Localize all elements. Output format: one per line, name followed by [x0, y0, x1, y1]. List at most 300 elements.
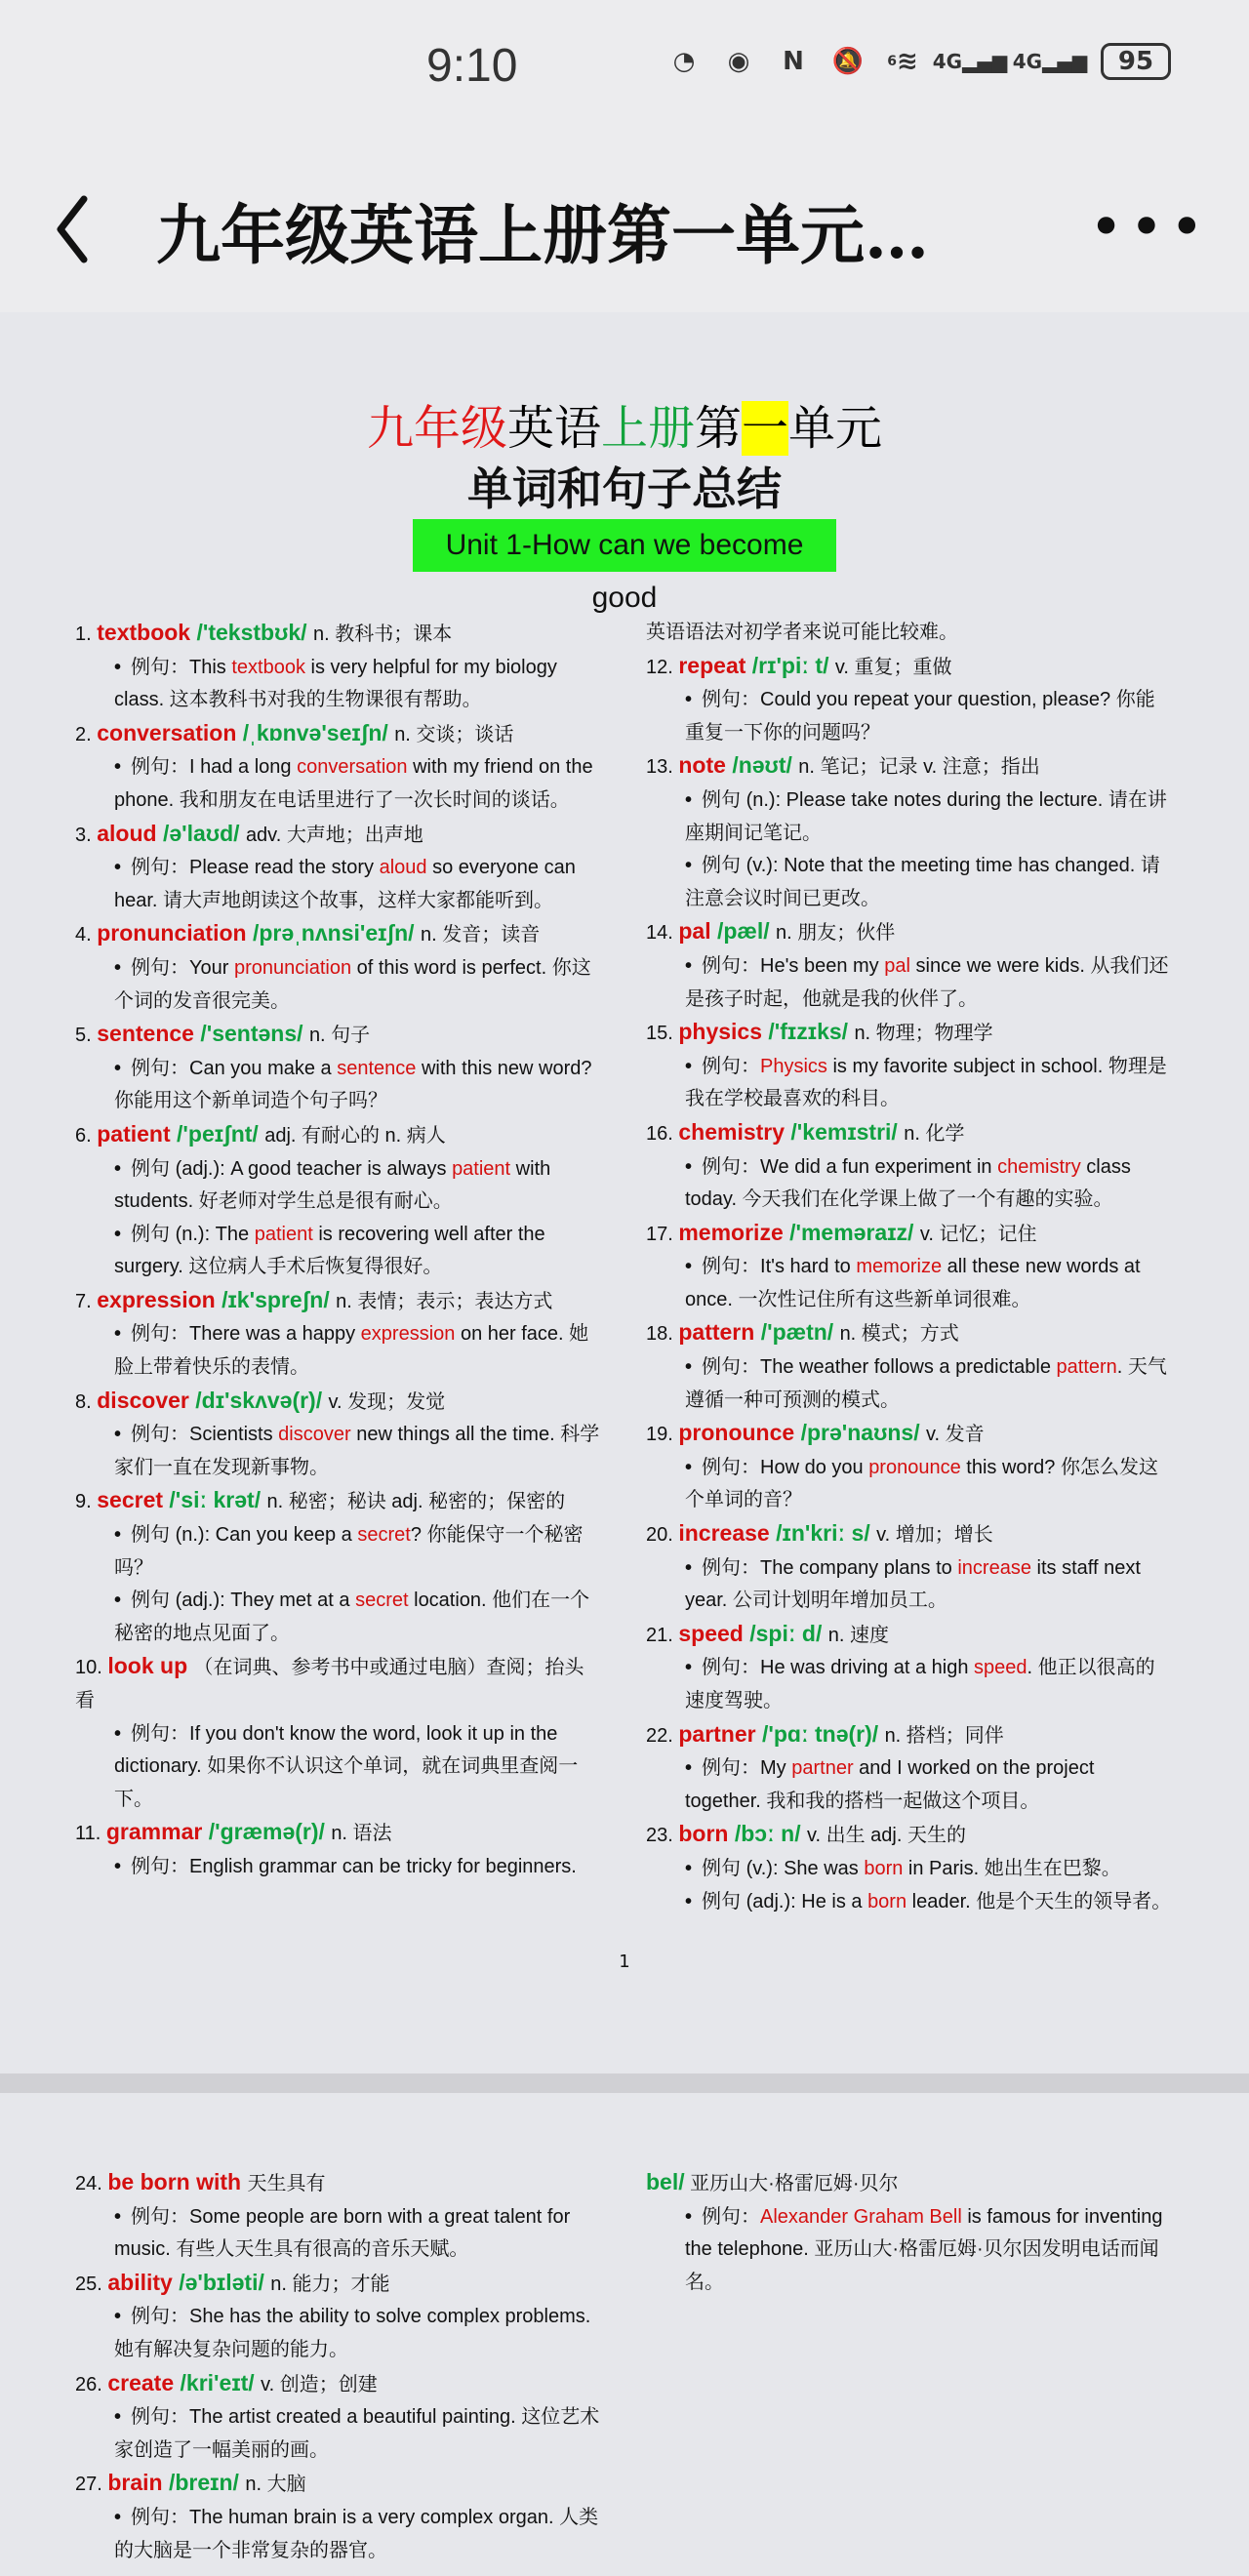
- example-text: with my friend on the phone. 我和朋友在电话里进行了一次长时间的谈话。: [114, 756, 593, 811]
- vocab-word: sentence: [97, 1021, 201, 1047]
- entry-number: 10.: [75, 1657, 108, 1679]
- entry-number: 14.: [646, 922, 679, 945]
- example-text: 例句：He's been my: [702, 954, 885, 977]
- example-text: 例句 (n.): Can you keep a: [131, 1524, 358, 1547]
- vocab-entry: [646, 650, 1173, 685]
- example-sentence: [75, 2301, 602, 2366]
- example-text: 英语语法对初学者来说可能比较难。: [646, 622, 958, 643]
- bullet: •: [114, 1157, 122, 1180]
- example-sentence: [75, 2502, 602, 2567]
- bullet: •: [114, 1855, 122, 1877]
- definition: n. 大脑: [245, 2474, 306, 2496]
- example-text: 例句：Could you repeat your question, please? 你能重复一下你的问题吗？: [685, 689, 1155, 744]
- example-keyword: born: [864, 1857, 904, 1879]
- bullet: •: [114, 956, 122, 979]
- phonetic: /'pɑː tnə(r)/: [762, 1720, 885, 1747]
- example-sentence: [75, 2201, 602, 2267]
- vocab-entry: [646, 1618, 1173, 1653]
- example-sentence: [646, 1886, 1173, 1919]
- bullet: •: [685, 1757, 693, 1780]
- example-text: 例句：My: [702, 1757, 792, 1780]
- example-text: 例句 (v.): Note that the meeting time has changed. 请注意会议时间已更改。: [685, 855, 1160, 909]
- definition: n. 秘密；秘诀 adj. 秘密的；保密的: [266, 1491, 566, 1513]
- example-keyword: patient: [452, 1157, 511, 1180]
- example-keyword: conversation: [297, 756, 408, 779]
- example-text: 例句：He was driving at a high: [702, 1657, 975, 1679]
- bullet: •: [685, 788, 693, 811]
- example-text: ? 你能保守一个秘密吗？: [114, 1524, 584, 1579]
- definition: adv. 大声地；出声地: [245, 824, 423, 846]
- phonetic: /'meməraɪz/: [789, 1219, 920, 1245]
- vocab-entry: [75, 1484, 602, 1519]
- example-text: 例句：The human brain is a very complex organ. 人类的大脑是一个非常复杂的器官。: [114, 2506, 599, 2561]
- example-keyword: expression: [360, 1323, 456, 1346]
- phonetic: /ɪn'kriː s/: [776, 1520, 877, 1547]
- bullet: •: [114, 857, 122, 879]
- vocab-word: chemistry: [678, 1118, 791, 1145]
- vocab-entry: [646, 1316, 1173, 1351]
- vocab-entry: [75, 2367, 602, 2402]
- vocab-entry: [75, 917, 602, 952]
- definition: v. 重复；重做: [834, 656, 952, 678]
- vocab-word: discover: [97, 1387, 196, 1413]
- example-sentence: [646, 850, 1173, 915]
- example-text: 例句：It's hard to: [702, 1256, 857, 1278]
- example-text: is my favorite subject in school. 物理是我在学校最喜欢的科目。: [685, 1055, 1167, 1110]
- vocab-entry: [75, 1118, 602, 1153]
- example-keyword: chemistry: [997, 1155, 1081, 1178]
- vocab-word: pronunciation: [97, 920, 253, 946]
- example-keyword: pronunciation: [233, 956, 352, 979]
- definition: v. 发现；发觉: [328, 1390, 446, 1413]
- speed-gauge-icon: ◔: [672, 47, 696, 76]
- example-sentence: [75, 1153, 602, 1219]
- vocab-entry: [75, 2166, 602, 2201]
- vocab-word: partner: [678, 1720, 762, 1747]
- bullet: •: [685, 1890, 693, 1912]
- vocab-word: pattern: [678, 1319, 761, 1346]
- example-sentence: [75, 2401, 602, 2467]
- example-keyword: pronounce: [868, 1456, 961, 1478]
- example-sentence: [75, 1519, 602, 1585]
- status-icons: [667, 43, 1171, 80]
- example-text: . 天气遵循一种可预测的模式。: [685, 1356, 1167, 1411]
- example-keyword: secret: [357, 1524, 411, 1547]
- phonetic: /'peɪʃnt/: [177, 1120, 265, 1147]
- entry-number: 8.: [75, 1390, 98, 1413]
- example-text: 例句 (adj.): They met at a: [131, 1590, 356, 1612]
- phonetic: /prəˌnʌnsi'eɪʃn/: [252, 920, 421, 946]
- entry-number: 11.: [75, 1823, 106, 1845]
- unit-banner: Unit 1-How can we become good: [413, 519, 836, 572]
- example-text: 例句：Your: [131, 956, 234, 979]
- back-arrow-icon[interactable]: [49, 185, 98, 273]
- vocab-word: memorize: [678, 1219, 790, 1245]
- example-text: this word? 你怎么发这个单词的音？: [685, 1456, 1158, 1511]
- doc-title: 九年级英语上册第一单元: [366, 401, 883, 456]
- entry-number: 9.: [75, 1491, 98, 1513]
- continued-text: [646, 2166, 1173, 2201]
- phonetic: /spiː d/: [749, 1620, 828, 1646]
- vocab-word: ability: [107, 2269, 180, 2295]
- example-text: 例句：Scientists: [131, 1424, 279, 1446]
- example-sentence: [75, 751, 602, 817]
- vocab-entry: [75, 1284, 602, 1319]
- example-sentence: [75, 1419, 602, 1484]
- phonetic: /'sentəns/: [200, 1021, 309, 1047]
- entry-number: 19.: [646, 1424, 679, 1446]
- example-text: 例句 (n.): Please take notes during the lecture. 请在讲座期间记笔记。: [685, 788, 1167, 844]
- phonetic: bel/: [646, 2169, 685, 2194]
- bullet: •: [685, 1055, 693, 1077]
- signal-icon: 4G ▂▄▆: [932, 50, 1008, 73]
- doc-subtitle: 单词和句子总结: [467, 463, 782, 515]
- example-sentence: [646, 1552, 1173, 1618]
- entry-number: 22.: [646, 1724, 679, 1747]
- example-sentence: [75, 1585, 602, 1650]
- example-sentence: [646, 1251, 1173, 1316]
- example-text: since we were kids. 从我们还是孩子时起，他就是我的伙伴了。: [685, 954, 1169, 1010]
- vocab-word: be born with: [107, 2169, 248, 2194]
- definition: n. 朋友；伙伴: [776, 922, 896, 945]
- example-keyword: speed: [974, 1657, 1027, 1679]
- example-keyword: secret: [355, 1590, 409, 1612]
- definition: n. 化学: [904, 1122, 965, 1145]
- vocab-entry: [646, 1217, 1173, 1252]
- vocab-entry: [75, 1385, 602, 1420]
- definition: v. 创造；创建: [261, 2373, 378, 2395]
- example-sentence: [75, 652, 602, 717]
- phonetic: /ɪk'spreʃn/: [222, 1286, 337, 1312]
- example-text: 例句：Some people are born with a great talent for music. 有些人天生具有很高的音乐天赋。: [114, 2205, 571, 2261]
- vocab-word: grammar: [105, 1819, 209, 1845]
- example-text: location. 他们在一个秘密的地点见面了。: [114, 1590, 590, 1644]
- example-text: in Paris. 她出生在巴黎。: [903, 1857, 1121, 1879]
- vocab-entry: [75, 1816, 602, 1851]
- example-text: 例句：How do you: [702, 1456, 869, 1478]
- definition: v. 出生 adj. 天生的: [806, 1825, 966, 1847]
- example-sentence: [646, 684, 1173, 749]
- vocab-word: speed: [678, 1620, 750, 1646]
- bullet: •: [114, 1223, 122, 1245]
- eye-icon: ◉: [727, 47, 750, 76]
- definition: n. 搭档；同伴: [884, 1724, 1004, 1747]
- entry-number: 27.: [75, 2474, 108, 2496]
- entry-number: 17.: [646, 1223, 679, 1245]
- example-text: 亚历山大·格雷厄姆·贝尔: [684, 2173, 899, 2194]
- example-sentence: [75, 1851, 602, 1884]
- example-keyword: discover: [278, 1424, 351, 1446]
- phonetic: /'fɪzɪks/: [768, 1019, 855, 1045]
- vocab-word: conversation: [97, 719, 243, 745]
- left-column: [75, 617, 602, 1884]
- definition: n. 交谈；谈话: [394, 723, 514, 745]
- example-keyword: memorize: [856, 1256, 943, 1278]
- definition: （在词典、参考书中或通过电脑）查阅；抬头看: [75, 1657, 584, 1711]
- bullet: •: [685, 855, 693, 877]
- definition: n. 速度: [827, 1624, 889, 1646]
- signal-icon: 4G ▂▄▆: [1012, 50, 1088, 73]
- example-text: 例句：Please read the story: [131, 857, 380, 879]
- entry-number: 3.: [75, 824, 98, 846]
- document-page-2: [0, 2093, 1249, 2576]
- example-text: so everyone can hear. 请大声地朗读这个故事，这样大家都能听到。: [114, 857, 576, 911]
- example-text: 例句：The artist created a beautiful painting. 这位艺术家创造了一幅美丽的画。: [114, 2406, 600, 2461]
- example-sentence: [646, 785, 1173, 850]
- example-text: 例句：There was a happy: [131, 1323, 361, 1346]
- example-keyword: sentence: [337, 1057, 417, 1079]
- example-text: 例句：Can you make a: [131, 1057, 338, 1079]
- definition: n. 表情；表示；表达方式: [336, 1290, 553, 1312]
- bullet: •: [685, 1657, 693, 1679]
- phonetic: /bɔː n/: [734, 1821, 807, 1847]
- example-sentence: [646, 1051, 1173, 1116]
- entry-number: 23.: [646, 1825, 679, 1847]
- phonetic: /prə'naʊns/: [800, 1420, 926, 1446]
- phonetic: /ˌkɒnvə'seɪʃn/: [242, 719, 395, 745]
- entry-number: 12.: [646, 656, 679, 678]
- bullet: •: [114, 656, 122, 678]
- vocab-entry: [646, 915, 1173, 950]
- vocab-word: expression: [97, 1286, 222, 1312]
- example-text: is recovering well after the surgery. 这位病人手术后恢复得很好。: [114, 1223, 545, 1278]
- example-text: 例句 (v.): She was: [702, 1857, 865, 1879]
- example-text: 例句：I had a long: [131, 756, 298, 779]
- example-keyword: pal: [884, 954, 910, 977]
- definition: n. 句子: [308, 1025, 371, 1047]
- phonetic: /kri'eɪt/: [180, 2369, 262, 2395]
- example-keyword: increase: [957, 1556, 1031, 1579]
- definition: v. 发音: [926, 1424, 985, 1446]
- bullet: •: [114, 1590, 122, 1612]
- page-number: 1: [619, 1952, 630, 1972]
- example-text: 例句 (adj.): A good teacher is always: [131, 1157, 453, 1180]
- example-text: 例句：: [702, 1055, 761, 1077]
- entry-number: 2.: [75, 723, 98, 745]
- example-text: 例句：This: [131, 656, 232, 678]
- bullet: •: [114, 1323, 122, 1346]
- vocab-word: physics: [678, 1019, 769, 1045]
- example-text: all these new words at once. 一次性记住所有这些新单词很难。: [685, 1256, 1141, 1310]
- bullet: •: [685, 1556, 693, 1579]
- vocab-entry: [75, 617, 602, 652]
- entry-number: 24.: [75, 2173, 108, 2194]
- bullet: •: [685, 1356, 693, 1379]
- mute-bell-icon: 🔕: [831, 47, 865, 76]
- example-text: 例句：We did a fun experiment in: [702, 1155, 998, 1178]
- vocab-entry: [646, 1016, 1173, 1051]
- phonetic: /breɪn/: [168, 2470, 246, 2496]
- entry-number: 13.: [646, 756, 679, 779]
- entry-number: 15.: [646, 1023, 679, 1045]
- example-keyword: textbook: [231, 656, 305, 678]
- entry-number: 26.: [75, 2373, 108, 2395]
- example-text: with this new word? 你能用这个新单词造个句子吗？: [114, 1057, 592, 1112]
- example-keyword: pattern: [1056, 1356, 1117, 1379]
- example-keyword: partner: [791, 1757, 854, 1780]
- entry-number: 18.: [646, 1323, 679, 1346]
- definition: n. 发音；读音: [420, 924, 541, 946]
- example-keyword: patient: [254, 1223, 313, 1245]
- example-text: is very helpful for my biology class. 这本教科书对我的生物课很有帮助。: [114, 656, 557, 711]
- example-sentence: [75, 1718, 602, 1817]
- bullet: •: [114, 1424, 122, 1446]
- example-sentence: [646, 950, 1173, 1016]
- vocab-word: repeat: [678, 652, 752, 678]
- example-text: of this word is perfect. 你这个词的发音很完美。: [114, 956, 591, 1012]
- phonetic: /pæl/: [716, 918, 777, 945]
- nfc-icon: N: [783, 47, 804, 76]
- example-sentence: [646, 1752, 1173, 1818]
- vocab-word: secret: [97, 1487, 170, 1513]
- phonetic: /dɪ'skʌvə(r)/: [195, 1387, 329, 1413]
- example-text: 例句：If you don't know the word, look it up in the dictionary. 如果你不认识这个单词，就在词典里查阅一下。: [114, 1722, 579, 1810]
- phonetic: /ə'laʊd/: [162, 820, 246, 846]
- bullet: •: [685, 689, 693, 711]
- bullet: •: [685, 954, 693, 977]
- example-text: with students. 好老师对学生总是很有耐心。: [114, 1157, 551, 1213]
- vocab-word: aloud: [97, 820, 163, 846]
- bullet: •: [114, 2306, 122, 2328]
- example-text: 例句：The weather follows a predictable: [702, 1356, 1057, 1379]
- example-sentence: [646, 1452, 1173, 1517]
- example-text: 例句 (n.): The: [131, 1223, 255, 1245]
- vocab-word: pal: [678, 918, 717, 945]
- page-divider: [0, 2073, 1249, 2093]
- definition: n. 模式；方式: [839, 1323, 959, 1346]
- example-sentence: [75, 1219, 602, 1284]
- example-keyword: Alexander Graham Bell: [760, 2205, 962, 2228]
- definition: n. 教科书；课本: [312, 624, 453, 645]
- example-text: 例句：English grammar can be tricky for beginners.: [131, 1855, 577, 1877]
- example-text: 例句：: [702, 2205, 761, 2228]
- vocab-entry: [646, 1517, 1173, 1552]
- vocab-entry: [646, 1718, 1173, 1753]
- entry-number: 16.: [646, 1122, 679, 1145]
- vocab-word: brain: [107, 2470, 169, 2496]
- example-sentence: [646, 1351, 1173, 1417]
- bullet: •: [114, 2506, 122, 2528]
- example-keyword: born: [867, 1890, 907, 1912]
- phonetic: /'kemɪstri/: [790, 1118, 905, 1145]
- vocab-entry: [75, 1018, 602, 1053]
- phonetic: /nəʊt/: [732, 752, 799, 779]
- example-sentence: [75, 1318, 602, 1384]
- definition: n. 能力；才能: [270, 2273, 390, 2295]
- example-text: 例句 (adj.): He is a: [702, 1890, 868, 1912]
- bullet: •: [114, 756, 122, 779]
- example-sentence: [646, 1652, 1173, 1717]
- right-column: [646, 617, 1173, 1918]
- example-sentence: [75, 952, 602, 1018]
- app-bar: [0, 146, 1249, 312]
- example-sentence: [646, 1151, 1173, 1217]
- example-text: leader. 他是个天生的领导者。: [907, 1890, 1172, 1912]
- example-keyword: Physics: [760, 1055, 827, 1077]
- example-sentence: [75, 852, 602, 917]
- vocab-entry: [646, 1818, 1173, 1853]
- example-text: 例句：The company plans to: [702, 1556, 958, 1579]
- entry-number: 7.: [75, 1290, 98, 1312]
- entry-number: 20.: [646, 1524, 679, 1547]
- entry-number: 4.: [75, 924, 98, 946]
- entry-number: 21.: [646, 1624, 679, 1646]
- entry-number: 25.: [75, 2273, 108, 2295]
- bullet: •: [685, 2205, 693, 2228]
- status-bar: [0, 0, 1249, 146]
- vocab-entry: [646, 1116, 1173, 1151]
- vocab-word: increase: [678, 1520, 777, 1547]
- example-sentence: [75, 1053, 602, 1118]
- wifi-icon: 6 ≋: [887, 47, 918, 76]
- definition: n. 物理；物理学: [854, 1023, 993, 1045]
- example-sentence: [646, 2201, 1173, 2300]
- bullet: •: [685, 1857, 693, 1879]
- vocab-word: patient: [97, 1120, 178, 1147]
- left-column: [75, 2166, 602, 2567]
- document-page-1: [0, 312, 1249, 2073]
- example-keyword: aloud: [379, 857, 427, 879]
- vocab-word: create: [107, 2369, 181, 2395]
- more-options-icon[interactable]: •••: [1088, 193, 1210, 262]
- bullet: •: [114, 1722, 122, 1745]
- phonetic: /ə'bɪləti/: [179, 2269, 271, 2295]
- status-time: 9:10: [426, 40, 518, 92]
- vocab-entry: [75, 1650, 602, 1717]
- example-text: is famous for inventing the telephone. 亚历山大·格雷厄姆·贝尔因发明电话而闻名。: [685, 2205, 1163, 2293]
- bullet: •: [114, 2205, 122, 2228]
- definition: n. 语法: [331, 1823, 392, 1845]
- vocab-word: born: [678, 1821, 735, 1847]
- example-text: its staff next year. 公司计划明年增加员工。: [685, 1556, 1141, 1612]
- bullet: •: [685, 1456, 693, 1478]
- phonetic: /'siː krət/: [169, 1487, 267, 1513]
- vocab-word: pronounce: [678, 1420, 801, 1446]
- bullet: •: [685, 1256, 693, 1278]
- right-column: [646, 2166, 1173, 2299]
- bullet: •: [114, 2406, 122, 2429]
- definition: v. 记忆；记住: [919, 1223, 1037, 1245]
- phonetic: /'tekstbʊk/: [196, 620, 313, 645]
- definition: adj. 有耐心的 n. 病人: [264, 1124, 446, 1147]
- battery-icon: 95: [1101, 43, 1171, 80]
- vocab-word: look up: [107, 1653, 194, 1679]
- vocab-entry: [75, 818, 602, 853]
- entry-number: 1.: [75, 624, 98, 645]
- vocab-entry: [75, 717, 602, 752]
- vocab-entry: [75, 2267, 602, 2302]
- example-text: 例句：She has the ability to solve complex problems. 她有解决复杂问题的能力。: [114, 2306, 591, 2360]
- definition: v. 增加；增长: [876, 1524, 993, 1547]
- example-text: new things all the time. 科学家们一直在发现新事物。: [114, 1424, 600, 1478]
- vocab-entry: [646, 1417, 1173, 1452]
- entry-number: 6.: [75, 1124, 98, 1147]
- vocab-word: textbook: [97, 620, 197, 645]
- definition: 天生具有: [247, 2173, 326, 2194]
- page-title: 九年级英语上册第一单元…: [156, 197, 929, 273]
- phonetic: /'ɡræmə(r)/: [208, 1819, 332, 1845]
- entry-number: 5.: [75, 1025, 98, 1047]
- example-text: . 他正以很高的速度驾驶。: [685, 1657, 1155, 1711]
- example-text: on her face. 她脸上带着快乐的表情。: [114, 1323, 589, 1379]
- definition: n. 笔记；记录 v. 注意；指出: [798, 756, 1040, 779]
- phonetic: /rɪ'piː t/: [751, 652, 835, 678]
- continued-text: [646, 617, 1173, 650]
- vocab-word: note: [678, 752, 733, 779]
- example-text: and I worked on the project together. 我和我的搭档一起做这个项目。: [685, 1757, 1095, 1812]
- example-sentence: [646, 1853, 1173, 1886]
- vocab-entry: [646, 749, 1173, 785]
